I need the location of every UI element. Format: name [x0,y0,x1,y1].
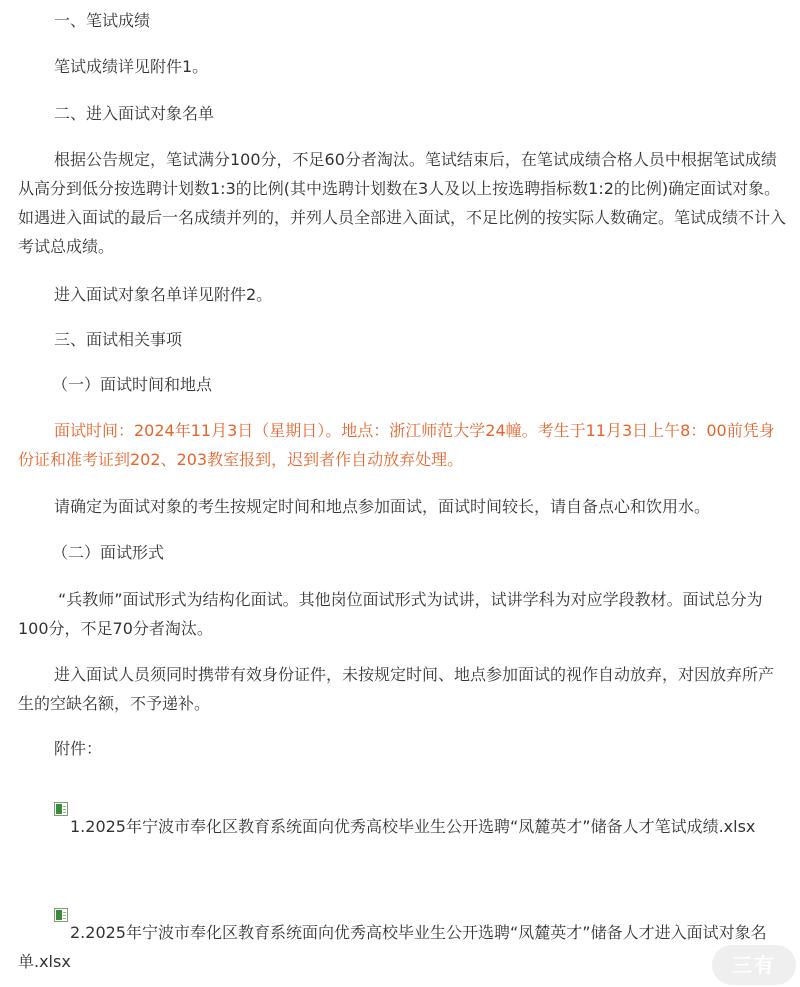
section-3-paragraph-id-requirement: 进入面试人员须同时携带有效身份证件，未按规定时间、地点参加面试的视作自动放弃，对因放弃所产生的空缺名额，不予递补。 [18,665,775,713]
watermark-badge: 三有 [712,945,796,985]
section-2-paragraph-list: 进入面试对象名单详见附件2。 [54,285,273,304]
section-2-heading: 二、进入面试对象名单 [54,104,215,123]
section-3-subheading-time-place: （一）面试时间和地点 [52,375,213,394]
attachment-item-1[interactable] [18,796,788,841]
attachment-item-2[interactable] [18,902,788,976]
attachment-link-1[interactable]: 1.2025年宁波市奉化区教育系统面向优秀高校毕业生公开选聘“凤麓英才”储备人才笔试成绩.xlsx [70,817,756,836]
section-3-paragraph-format: “兵教师”面试形式为结构化面试。其他岗位面试形式为试讲，试讲学科为对应学段教材。面试总分为100分，不足70分者淘汰。 [18,590,763,638]
section-3-subheading-format: （二）面试形式 [52,543,165,562]
section-3-paragraph-reminder: 请确定为面试对象的考生按规定时间和地点参加面试，面试时间较长，请自备点心和饮用水。 [54,497,711,516]
section-1-heading: 一、笔试成绩 [54,11,151,30]
attachments-label: 附件： [54,739,103,758]
excel-file-icon [54,802,68,816]
section-1-paragraph: 笔试成绩详见附件1。 [54,57,209,76]
attachment-link-2[interactable]: 2.2025年宁波市奉化区教育系统面向优秀高校毕业生公开选聘“凤麓英才”储备人才进入面试对象名单.xlsx [18,923,767,971]
section-2-paragraph-rules: 根据公告规定，笔试满分100分，不足60分者淘汰。笔试结束后，在笔试成绩合格人员中根据笔试成绩从高分到低分按选聘计划数1:3的比例(其中选聘计划数在3人及以上按选聘指标数1:2的比例)确定面试对象。如遇进入面试的最后一名成绩并列的，并列人员全部进入面试，不足比例的按实际人数确定。笔试成绩不计入考试总成绩。 [18,150,787,256]
interview-time-notice: 面试时间：2024年11月3日（星期日）。地点：浙江师范大学24幢。考生于11月3日上午8：00前凭身份证和准考证到202、203教室报到，迟到者作自动放弃处理。 [18,421,775,469]
excel-file-icon [54,908,68,922]
section-3-heading: 三、面试相关事项 [54,330,183,349]
